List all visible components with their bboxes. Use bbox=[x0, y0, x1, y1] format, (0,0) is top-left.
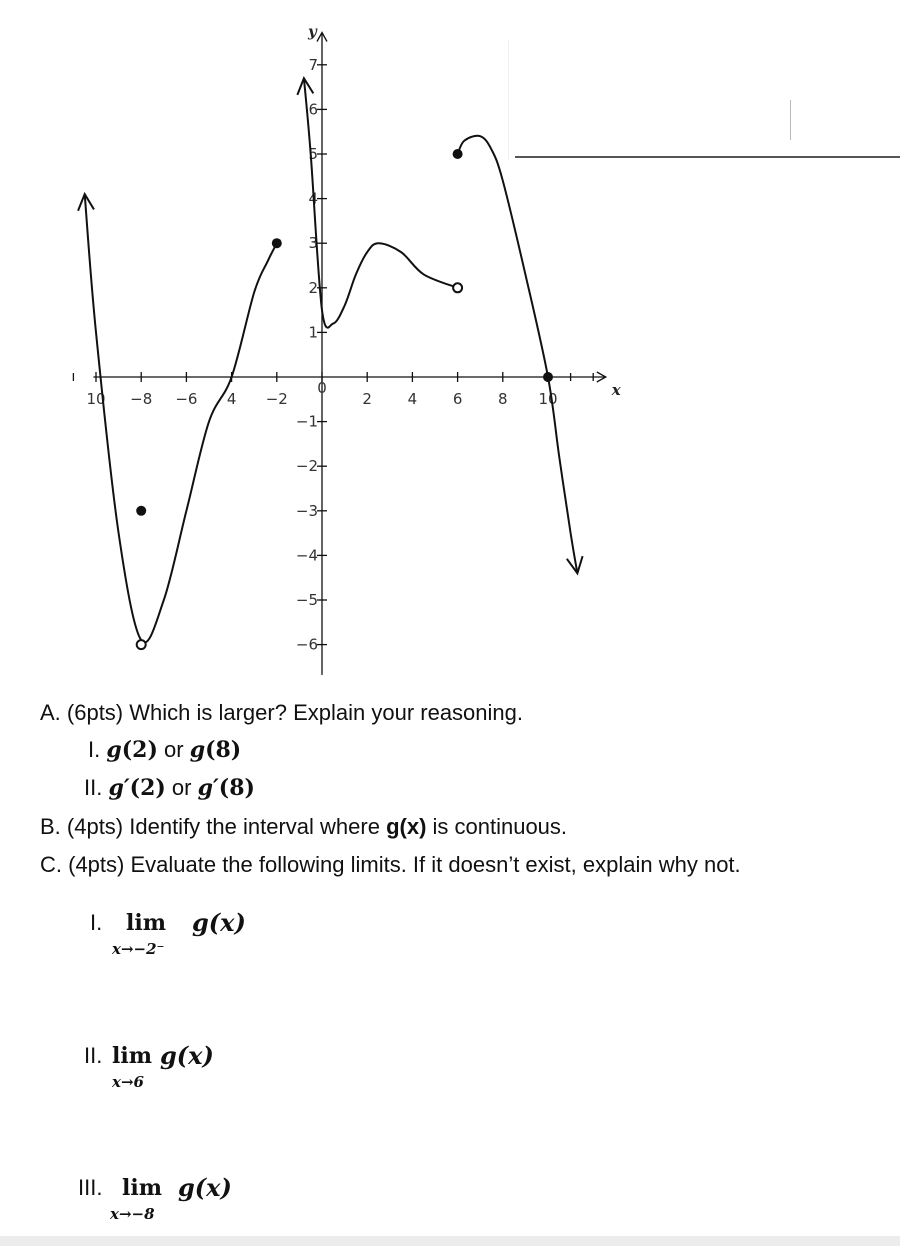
bottom-scroll-strip bbox=[0, 1236, 900, 1246]
question-b bbox=[40, 814, 567, 840]
x-tick-label: 2 bbox=[362, 390, 372, 408]
divider-line bbox=[515, 156, 900, 158]
curve-piece2 bbox=[304, 78, 458, 327]
limit-subscript: x→−8 bbox=[110, 1205, 155, 1223]
function-arg: (2) bbox=[121, 737, 158, 763]
question-a bbox=[40, 700, 523, 726]
part-number: III. bbox=[78, 1175, 103, 1200]
limit-function: g(x) bbox=[160, 1041, 214, 1070]
graph-points bbox=[136, 149, 553, 649]
x-tick-label: −8 bbox=[130, 390, 153, 408]
y-tick-label: −3 bbox=[295, 501, 318, 520]
faint-border bbox=[508, 40, 509, 160]
y-tick-label: 7 bbox=[308, 55, 318, 74]
x-axis-label: x bbox=[611, 381, 621, 399]
curve-piece3 bbox=[458, 136, 578, 573]
closed-point bbox=[543, 372, 553, 382]
x-tick-label: 0 bbox=[317, 379, 327, 397]
y-tick-label: 2 bbox=[308, 278, 318, 297]
x-tick-label: −6 bbox=[175, 390, 198, 408]
question-a-part-1 bbox=[88, 737, 241, 763]
open-point bbox=[137, 640, 146, 649]
function-arg: (8) bbox=[218, 775, 255, 801]
closed-point bbox=[272, 238, 282, 248]
function-arg: (8) bbox=[205, 737, 242, 763]
part-number: I. bbox=[90, 910, 103, 935]
x-tick-label: 4 bbox=[407, 390, 418, 408]
y-tick-label: −4 bbox=[295, 546, 318, 565]
derivative-name: g′ bbox=[197, 775, 219, 801]
derivative-name: g′ bbox=[108, 775, 130, 801]
question-c-text: C. (4pts) Evaluate the following limits. If it doesn’t exist, explain why not. bbox=[40, 852, 741, 877]
y-tick-label: −5 bbox=[295, 591, 318, 609]
function-arg: (2) bbox=[129, 775, 166, 801]
y-tick-label: 1 bbox=[308, 323, 318, 342]
cursor-mark bbox=[790, 100, 791, 140]
open-point bbox=[453, 283, 462, 292]
part-number: II. bbox=[84, 775, 103, 800]
lim-word: lim bbox=[126, 910, 166, 936]
question-b-pre: B. (4pts) Identify the interval where bbox=[40, 814, 387, 839]
curve-pieces bbox=[78, 78, 583, 642]
closed-point bbox=[136, 506, 146, 516]
y-tick-label: −6 bbox=[295, 635, 318, 654]
limit-subscript: x→6 bbox=[112, 1073, 144, 1091]
x-tick-label: 10 bbox=[86, 390, 106, 408]
limit-function: g(x) bbox=[192, 908, 246, 937]
question-b-post: is continuous. bbox=[426, 814, 568, 839]
lim-word: lim bbox=[112, 1043, 152, 1069]
or-word: or bbox=[157, 737, 190, 762]
x-tick-label: −2 bbox=[265, 390, 288, 408]
question-b-function: g(x) bbox=[386, 814, 427, 839]
tick-marks bbox=[73, 56, 593, 654]
y-tick-label: −1 bbox=[295, 412, 318, 431]
x-tick-label: 10 bbox=[538, 390, 558, 408]
function-name: g bbox=[106, 737, 122, 763]
y-tick-label: 6 bbox=[308, 100, 318, 119]
limit-function: g(x) bbox=[178, 1173, 232, 1202]
function-name: g bbox=[189, 737, 206, 763]
part-number: I. bbox=[88, 737, 101, 762]
part-number: II. bbox=[84, 1043, 103, 1068]
question-a-part-2 bbox=[84, 775, 255, 801]
lim-word: lim bbox=[122, 1175, 162, 1201]
x-tick-label: 6 bbox=[452, 390, 463, 408]
question-a-text: A. (6pts) Which is larger? Explain your reasoning. bbox=[40, 700, 523, 725]
limit-subscript: x→−2⁻ bbox=[112, 940, 165, 958]
x-tick-label: 8 bbox=[498, 390, 508, 408]
y-tick-label: −2 bbox=[295, 457, 318, 476]
y-tick-label: 5 bbox=[308, 145, 318, 163]
curve-piece1 bbox=[85, 194, 277, 642]
or-word: or bbox=[165, 775, 198, 800]
x-tick-label: 4 bbox=[226, 390, 237, 408]
question-c bbox=[40, 852, 741, 878]
y-tick-label: 4 bbox=[308, 189, 318, 208]
y-axis-label: y bbox=[308, 22, 317, 41]
y-tick-label: 3 bbox=[308, 234, 318, 253]
closed-point bbox=[453, 149, 463, 159]
